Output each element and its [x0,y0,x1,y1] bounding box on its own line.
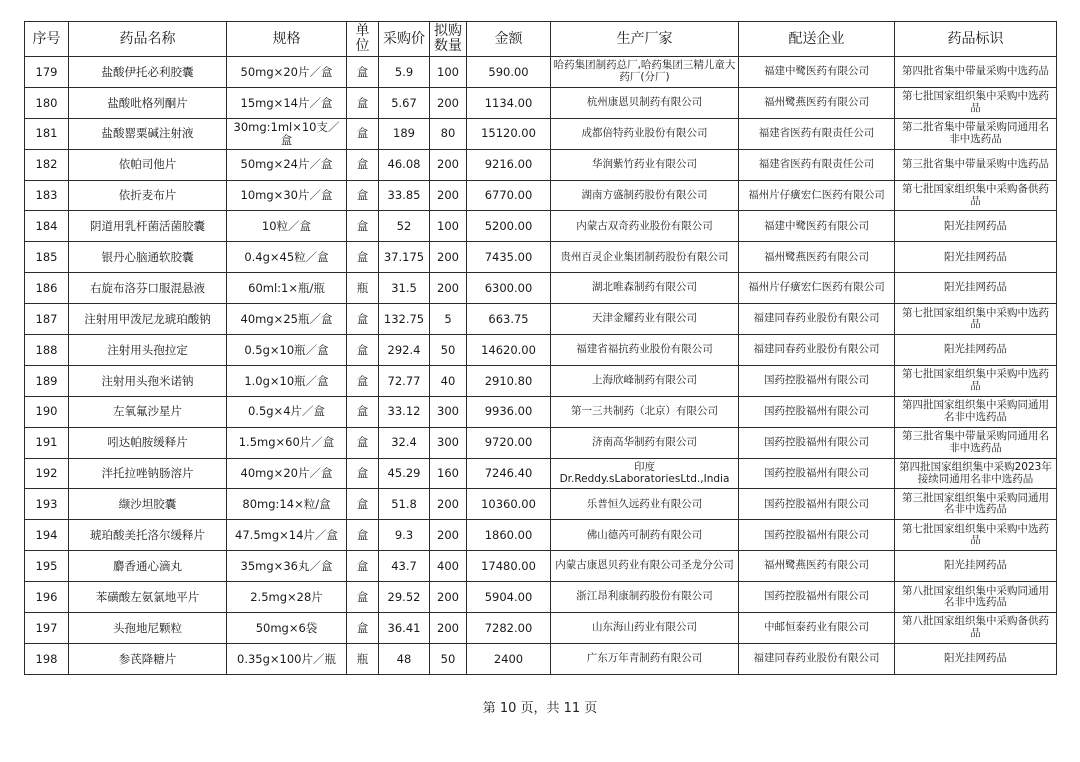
cell-price: 36.41 [379,613,430,644]
cell-distributor: 福建同春药业股份有限公司 [739,304,895,335]
cell-amount: 9216.00 [467,149,551,180]
cell-manufacturer: 湖北唯森制药有限公司 [551,273,739,304]
cell-price: 43.7 [379,551,430,582]
cell-distributor: 中邮恒泰药业有限公司 [739,613,895,644]
cell-amount: 17480.00 [467,551,551,582]
cell-distributor: 福州片仔癀宏仁医药有限公司 [739,273,895,304]
cell-index: 186 [25,273,69,304]
cell-quantity: 200 [430,582,467,613]
cell-spec: 1.0g×10瓶／盒 [227,365,347,396]
header-quantity: 拟购数量 [430,22,467,57]
cell-distributor: 国药控股福州有限公司 [739,458,895,489]
cell-drug-label: 第三批省集中带量采购同通用名非中选药品 [895,427,1057,458]
cell-index: 193 [25,489,69,520]
cell-drug-label: 第四批国家组织集中采购2023年接续同通用名非中选药品 [895,458,1057,489]
cell-index: 190 [25,396,69,427]
cell-unit: 瓶 [347,273,379,304]
cell-unit: 盒 [347,149,379,180]
cell-drug-label: 第七批国家组织集中采购备供药品 [895,180,1057,211]
table-row [25,87,1057,118]
cell-index: 180 [25,87,69,118]
cell-amount: 5904.00 [467,582,551,613]
cell-amount: 2400 [467,643,551,674]
header-manufacturer: 生产厂家 [551,22,739,57]
table-row [25,304,1057,335]
cell-manufacturer: 济南高华制药有限公司 [551,427,739,458]
cell-drug-name: 苯磺酸左氨氯地平片 [69,582,227,613]
cell-distributor: 国药控股福州有限公司 [739,520,895,551]
cell-quantity: 200 [430,180,467,211]
cell-unit: 盒 [347,87,379,118]
cell-amount: 7435.00 [467,242,551,273]
table-row [25,273,1057,304]
cell-manufacturer: 福建省福抗药业股份有限公司 [551,335,739,366]
cell-drug-name: 缬沙坦胶囊 [69,489,227,520]
cell-quantity: 40 [430,365,467,396]
cell-distributor: 福州片仔癀宏仁医药有限公司 [739,180,895,211]
cell-drug-label: 第三批省集中带量采购中选药品 [895,149,1057,180]
header-drug-label: 药品标识 [895,22,1057,57]
table-row [25,335,1057,366]
cell-price: 292.4 [379,335,430,366]
cell-distributor: 国药控股福州有限公司 [739,489,895,520]
cell-drug-label: 阳光挂网药品 [895,211,1057,242]
cell-index: 194 [25,520,69,551]
cell-manufacturer: 上海欣峰制药有限公司 [551,365,739,396]
cell-quantity: 100 [430,211,467,242]
cell-amount: 7246.40 [467,458,551,489]
header-drug-name: 药品名称 [69,22,227,57]
header-spec: 规格 [227,22,347,57]
cell-manufacturer: 山东海山药业有限公司 [551,613,739,644]
header-index: 序号 [25,22,69,57]
cell-amount: 2910.80 [467,365,551,396]
header-price: 采购价 [379,22,430,57]
cell-spec: 50mg×20片／盒 [227,57,347,88]
cell-drug-name: 银丹心脑通软胶囊 [69,242,227,273]
cell-manufacturer: 湖南方盛制药股份有限公司 [551,180,739,211]
cell-unit: 盒 [347,211,379,242]
cell-drug-name: 盐酸罂粟碱注射液 [69,118,227,149]
table-row [25,582,1057,613]
cell-manufacturer: 内蒙古康恩贝药业有限公司圣龙分公司 [551,551,739,582]
page-footer: 第 10 页，共 11 页 [482,701,598,716]
table-row [25,396,1057,427]
cell-quantity: 200 [430,242,467,273]
cell-distributor: 福州鹭燕医药有限公司 [739,242,895,273]
cell-quantity: 200 [430,273,467,304]
cell-quantity: 200 [430,613,467,644]
cell-index: 179 [25,57,69,88]
cell-price: 9.3 [379,520,430,551]
cell-drug-name: 右旋布洛芬口服混悬液 [69,273,227,304]
header-distributor: 配送企业 [739,22,895,57]
cell-unit: 盒 [347,489,379,520]
cell-quantity: 160 [430,458,467,489]
cell-amount: 14620.00 [467,335,551,366]
cell-price: 33.85 [379,180,430,211]
cell-index: 189 [25,365,69,396]
cell-distributor: 福建中鹭医药有限公司 [739,57,895,88]
cell-price: 31.5 [379,273,430,304]
cell-index: 182 [25,149,69,180]
cell-drug-label: 第三批国家组织集中采购同通用名非中选药品 [895,489,1057,520]
cell-manufacturer: 广东万年青制药有限公司 [551,643,739,674]
cell-spec: 1.5mg×60片／盒 [227,427,347,458]
cell-manufacturer: 华润紫竹药业有限公司 [551,149,739,180]
cell-unit: 盒 [347,613,379,644]
table-row [25,613,1057,644]
cell-spec: 2.5mg×28片 [227,582,347,613]
cell-drug-name: 吲达帕胺缓释片 [69,427,227,458]
cell-drug-name: 依帕司他片 [69,149,227,180]
cell-price: 37.175 [379,242,430,273]
table-header-row [25,22,1057,57]
cell-index: 181 [25,118,69,149]
table-row [25,427,1057,458]
table-row [25,365,1057,396]
cell-spec: 60ml:1×瓶/瓶 [227,273,347,304]
table-row [25,643,1057,674]
cell-manufacturer: 乐普恒久远药业有限公司 [551,489,739,520]
cell-amount: 9936.00 [467,396,551,427]
cell-quantity: 50 [430,335,467,366]
cell-unit: 盒 [347,427,379,458]
cell-manufacturer: 内蒙古双奇药业股份有限公司 [551,211,739,242]
cell-unit: 盒 [347,242,379,273]
cell-unit: 盒 [347,304,379,335]
cell-price: 5.67 [379,87,430,118]
cell-drug-name: 琥珀酸美托洛尔缓释片 [69,520,227,551]
cell-drug-label: 阳光挂网药品 [895,242,1057,273]
cell-drug-label: 第七批国家组织集中采购中选药品 [895,520,1057,551]
cell-drug-label: 阳光挂网药品 [895,335,1057,366]
cell-manufacturer: 天津金耀药业有限公司 [551,304,739,335]
cell-drug-label: 第七批国家组织集中采购中选药品 [895,365,1057,396]
cell-price: 33.12 [379,396,430,427]
cell-drug-name: 参芪降糖片 [69,643,227,674]
cell-drug-label: 第七批国家组织集中采购中选药品 [895,87,1057,118]
cell-unit: 盒 [347,582,379,613]
cell-price: 51.8 [379,489,430,520]
cell-distributor: 福建中鹭医药有限公司 [739,211,895,242]
cell-spec: 35mg×36丸／盒 [227,551,347,582]
cell-price: 48 [379,643,430,674]
cell-amount: 1860.00 [467,520,551,551]
cell-drug-name: 左氧氟沙星片 [69,396,227,427]
cell-drug-name: 麝香通心滴丸 [69,551,227,582]
document-page [24,21,1056,675]
cell-spec: 80mg:14×粒/盒 [227,489,347,520]
table-row [25,149,1057,180]
cell-index: 198 [25,643,69,674]
cell-distributor: 国药控股福州有限公司 [739,582,895,613]
cell-spec: 10粒／盒 [227,211,347,242]
cell-index: 188 [25,335,69,366]
cell-quantity: 200 [430,149,467,180]
cell-spec: 30mg:1ml×10支／盒 [227,118,347,149]
table-row [25,489,1057,520]
cell-amount: 7282.00 [467,613,551,644]
cell-price: 72.77 [379,365,430,396]
table-row [25,57,1057,88]
cell-spec: 10mg×30片／盒 [227,180,347,211]
table-row [25,180,1057,211]
cell-drug-name: 头孢地尼颗粒 [69,613,227,644]
cell-distributor: 国药控股福州有限公司 [739,365,895,396]
cell-price: 46.08 [379,149,430,180]
cell-unit: 盒 [347,396,379,427]
cell-manufacturer: 印度Dr.Reddy.sLaboratoriesLtd.,India [551,458,739,489]
cell-spec: 15mg×14片／盒 [227,87,347,118]
cell-amount: 9720.00 [467,427,551,458]
cell-distributor: 福州鹭燕医药有限公司 [739,551,895,582]
cell-unit: 盒 [347,57,379,88]
cell-manufacturer: 杭州康恩贝制药有限公司 [551,87,739,118]
cell-quantity: 300 [430,427,467,458]
cell-quantity: 200 [430,520,467,551]
cell-index: 191 [25,427,69,458]
cell-index: 183 [25,180,69,211]
cell-quantity: 400 [430,551,467,582]
cell-drug-name: 注射用头孢米诺钠 [69,365,227,396]
cell-quantity: 200 [430,489,467,520]
cell-amount: 15120.00 [467,118,551,149]
cell-unit: 盒 [347,458,379,489]
cell-distributor: 福州鹭燕医药有限公司 [739,87,895,118]
cell-quantity: 5 [430,304,467,335]
cell-price: 45.29 [379,458,430,489]
table-row [25,118,1057,149]
table-row [25,211,1057,242]
cell-manufacturer: 贵州百灵企业集团制药股份有限公司 [551,242,739,273]
cell-drug-name: 注射用甲泼尼龙琥珀酸钠 [69,304,227,335]
cell-unit: 盒 [347,180,379,211]
cell-spec: 40mg×20片／盒 [227,458,347,489]
cell-price: 29.52 [379,582,430,613]
cell-unit: 盒 [347,335,379,366]
cell-unit: 盒 [347,551,379,582]
cell-index: 184 [25,211,69,242]
cell-spec: 47.5mg×14片／盒 [227,520,347,551]
cell-unit: 盒 [347,520,379,551]
cell-price: 32.4 [379,427,430,458]
cell-price: 189 [379,118,430,149]
cell-amount: 6300.00 [467,273,551,304]
cell-index: 185 [25,242,69,273]
cell-quantity: 50 [430,643,467,674]
cell-unit: 盒 [347,118,379,149]
cell-drug-label: 阳光挂网药品 [895,643,1057,674]
cell-drug-label: 第七批国家组织集中采购中选药品 [895,304,1057,335]
cell-quantity: 100 [430,57,467,88]
cell-price: 52 [379,211,430,242]
cell-index: 187 [25,304,69,335]
cell-spec: 0.5g×4片／盒 [227,396,347,427]
cell-manufacturer: 第一三共制药（北京）有限公司 [551,396,739,427]
cell-drug-name: 盐酸吡格列酮片 [69,87,227,118]
cell-distributor: 福建同春药业股份有限公司 [739,335,895,366]
cell-drug-label: 第四批国家组织集中采购同通用名非中选药品 [895,396,1057,427]
cell-drug-name: 注射用头孢拉定 [69,335,227,366]
cell-distributor: 福建省医药有限责任公司 [739,118,895,149]
cell-price: 132.75 [379,304,430,335]
cell-amount: 590.00 [467,57,551,88]
cell-unit: 瓶 [347,643,379,674]
cell-amount: 10360.00 [467,489,551,520]
cell-spec: 0.5g×10瓶／盒 [227,335,347,366]
cell-amount: 5200.00 [467,211,551,242]
cell-quantity: 300 [430,396,467,427]
cell-manufacturer: 佛山德芮可制药有限公司 [551,520,739,551]
header-unit: 单位 [347,22,379,57]
cell-distributor: 国药控股福州有限公司 [739,427,895,458]
cell-quantity: 200 [430,87,467,118]
cell-index: 195 [25,551,69,582]
cell-drug-label: 第八批国家组织集中采购备供药品 [895,613,1057,644]
cell-drug-label: 阳光挂网药品 [895,551,1057,582]
cell-manufacturer: 浙江昂利康制药股份有限公司 [551,582,739,613]
cell-drug-name: 盐酸伊托必利胶囊 [69,57,227,88]
cell-price: 5.9 [379,57,430,88]
table-row [25,520,1057,551]
table-row [25,551,1057,582]
cell-distributor: 国药控股福州有限公司 [739,396,895,427]
cell-spec: 0.35g×100片／瓶 [227,643,347,674]
cell-index: 197 [25,613,69,644]
cell-drug-name: 依折麦布片 [69,180,227,211]
cell-distributor: 福建同春药业股份有限公司 [739,643,895,674]
cell-amount: 6770.00 [467,180,551,211]
cell-index: 196 [25,582,69,613]
cell-distributor: 福建省医药有限责任公司 [739,149,895,180]
header-amount: 金额 [467,22,551,57]
cell-spec: 0.4g×45粒／盒 [227,242,347,273]
table-row [25,242,1057,273]
cell-manufacturer: 成都倍特药业股份有限公司 [551,118,739,149]
cell-drug-label: 第二批省集中带量采购同通用名非中选药品 [895,118,1057,149]
cell-drug-label: 阳光挂网药品 [895,273,1057,304]
cell-manufacturer: 哈药集团制药总厂,哈药集团三精儿童大药厂(分厂) [551,57,739,88]
drug-procurement-table [24,21,1057,675]
cell-drug-name: 泮托拉唑钠肠溶片 [69,458,227,489]
cell-quantity: 80 [430,118,467,149]
cell-spec: 50mg×6袋 [227,613,347,644]
cell-unit: 盒 [347,365,379,396]
cell-spec: 40mg×25瓶／盒 [227,304,347,335]
cell-drug-label: 第八批国家组织集中采购同通用名非中选药品 [895,582,1057,613]
cell-spec: 50mg×24片／盒 [227,149,347,180]
cell-drug-label: 第四批省集中带量采购中选药品 [895,57,1057,88]
cell-index: 192 [25,458,69,489]
cell-drug-name: 阴道用乳杆菌活菌胶囊 [69,211,227,242]
table-row [25,458,1057,489]
cell-amount: 1134.00 [467,87,551,118]
cell-amount: 663.75 [467,304,551,335]
